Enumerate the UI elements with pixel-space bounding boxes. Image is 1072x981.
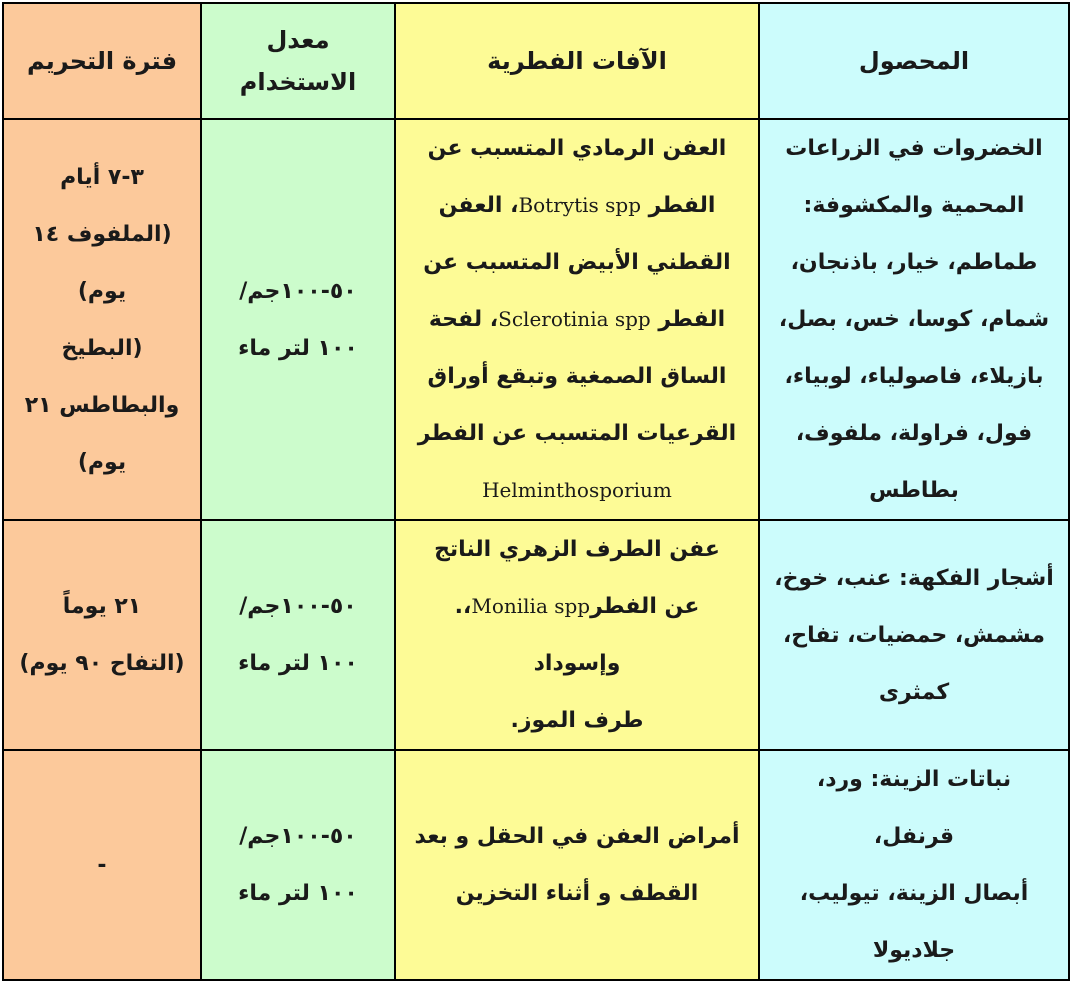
header-row <box>3 3 1069 119</box>
rate-cell: ٥٠-١٠٠جم/ ١٠٠ لتر ماء <box>201 750 395 980</box>
crop-cell: الخضروات في الزراعات المحمية والمكشوفة: طماطم، خيار، باذنجان، شمام، كوسا، خس، بصل، بازيلاء، فاصولياء، لوبياء، فول، فراولة، ملفوف، بطاطس <box>759 119 1069 520</box>
diseases-cell: أمراض العفن في الحقل و بعد القطف و أثناء التخزين <box>395 750 759 980</box>
latin-name: Sclerotinia spp <box>498 307 651 331</box>
crop-cell: أشجار الفكهة: عنب، خوخ، مشمش، حمضيات، تفاح، كمثرى <box>759 520 1069 750</box>
header-diseases: الآفات الفطرية <box>395 3 759 119</box>
rate-cell: ٥٠-١٠٠جم/ ١٠٠ لتر ماء <box>201 520 395 750</box>
diseases-cell: عفن الطرف الزهري الناتج عن الفطرMonilia spp،. وإسوداد طرف الموز. <box>395 520 759 750</box>
rate-cell: ٥٠-١٠٠جم/ ١٠٠ لتر ماء <box>201 119 395 520</box>
latin-name: Monilia spp <box>471 594 591 618</box>
crop-cell: نباتات الزينة: ورد، قرنفل، أبصال الزينة، تيوليب، جلاديولا <box>759 750 1069 980</box>
header-crop: المحصول <box>759 3 1069 119</box>
header-period: فترة التحريم <box>3 3 201 119</box>
pesticide-table <box>2 2 1070 981</box>
latin-name: Botrytis spp <box>518 193 641 217</box>
period-cell: ٢١ يوماً (التفاح ٩٠ يوم) <box>3 520 201 750</box>
table-row <box>3 119 1069 520</box>
table-row <box>3 520 1069 750</box>
table-row <box>3 750 1069 980</box>
latin-name: Helminthosporium <box>482 478 672 502</box>
header-rate: معدل الاستخدام <box>201 3 395 119</box>
period-cell: ٣-٧ أيام (الملفوف ١٤ يوم) (البطيخ والبطاطس ٢١ يوم) <box>3 119 201 520</box>
diseases-cell: العفن الرمادي المتسبب عن الفطر Botrytis spp، العفن القطني الأبيض المتسبب عن الفطر Sclerotinia spp، لفحة الساق الصمغية وتبقع أوراق القرعيات المتسبب عن الفطر Helminthosporium <box>395 119 759 520</box>
period-cell: - <box>3 750 201 980</box>
